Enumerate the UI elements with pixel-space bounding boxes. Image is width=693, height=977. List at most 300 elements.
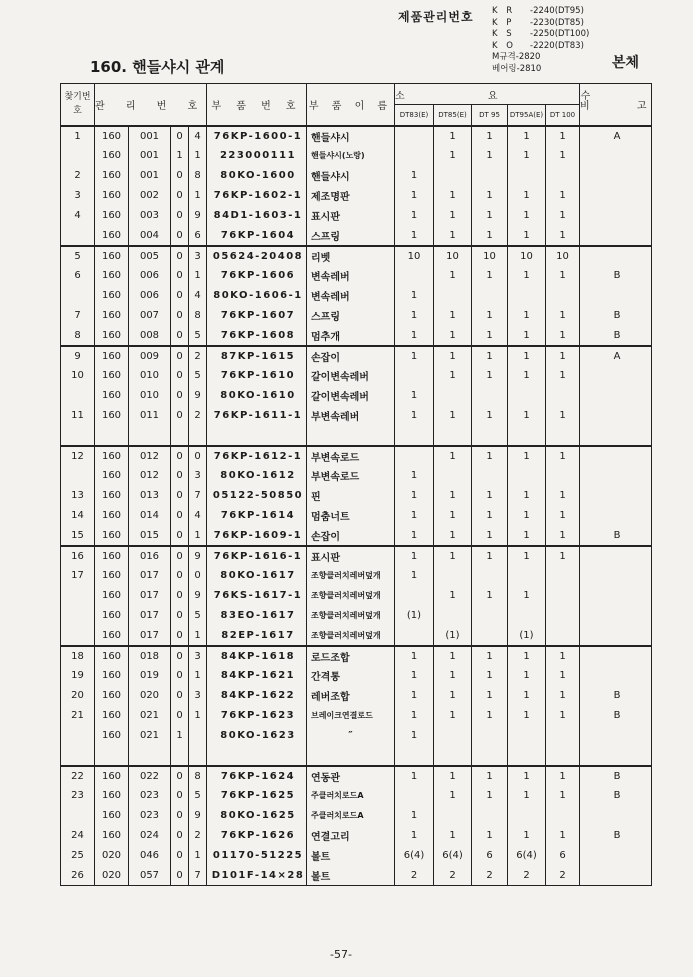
part-name-cell: 변속레버 bbox=[307, 266, 395, 286]
remark-cell bbox=[580, 166, 652, 186]
find-number-cell: 10 bbox=[61, 366, 95, 386]
mgmt-prefix-cell: 160 bbox=[95, 646, 129, 666]
part-name-cell: 조향클러치레버덮개 bbox=[307, 606, 395, 626]
mgmt-prefix-cell: 160 bbox=[95, 246, 129, 266]
qty-dt100-cell bbox=[546, 426, 580, 446]
qty-dt95ae-cell: 1 bbox=[508, 126, 546, 146]
mgmt-check-cell: 1 bbox=[189, 526, 207, 546]
mgmt-check-cell: 0 bbox=[189, 446, 207, 466]
table-row bbox=[61, 406, 652, 426]
spacer-row bbox=[61, 426, 652, 446]
find-number-cell: 6 bbox=[61, 266, 95, 286]
table-row bbox=[61, 346, 652, 366]
remark-cell bbox=[580, 226, 652, 246]
remark-cell bbox=[580, 626, 652, 646]
qty-dt95ae-cell: 1 bbox=[508, 646, 546, 666]
part-name-cell: 부변속레버 bbox=[307, 406, 395, 426]
remark-cell: B bbox=[580, 526, 652, 546]
table-row bbox=[61, 506, 652, 526]
table-row bbox=[61, 646, 652, 666]
part-number-cell: 76KP-1606 bbox=[207, 266, 307, 286]
part-number-cell: 223000111 bbox=[207, 146, 307, 166]
qty-dt95-cell: 1 bbox=[472, 406, 508, 426]
mgmt-sub-cell: 0 bbox=[171, 686, 189, 706]
qty-dt100-cell bbox=[546, 806, 580, 826]
qty-dt100-cell bbox=[546, 626, 580, 646]
qty-dt95ae-cell: 1 bbox=[508, 546, 546, 566]
mgmt-number-cell: 017 bbox=[129, 566, 171, 586]
mgmt-check-cell: 0 bbox=[189, 566, 207, 586]
part-number-cell: 76KP-1600-1 bbox=[207, 126, 307, 146]
find-number-cell: 3 bbox=[61, 186, 95, 206]
qty-dt95ae-cell: 1 bbox=[508, 586, 546, 606]
qty-dt95ae-cell: 1 bbox=[508, 226, 546, 246]
qty-dt100-cell: 1 bbox=[546, 446, 580, 466]
mgmt-sub-cell: 0 bbox=[171, 226, 189, 246]
remark-cell: B bbox=[580, 306, 652, 326]
find-number-cell: 26 bbox=[61, 866, 95, 886]
mgmt-check-cell: 1 bbox=[189, 706, 207, 726]
mgmt-check-cell: 3 bbox=[189, 466, 207, 486]
qty-dt95-cell bbox=[472, 466, 508, 486]
mgmt-sub-cell bbox=[171, 746, 189, 766]
part-number-cell: 76KP-1608 bbox=[207, 326, 307, 346]
remark-cell: B bbox=[580, 786, 652, 806]
mgmt-check-cell: 5 bbox=[189, 786, 207, 806]
qty-dt95ae-cell bbox=[508, 606, 546, 626]
part-number-cell: 84KP-1621 bbox=[207, 666, 307, 686]
part-name-cell: 간격통 bbox=[307, 666, 395, 686]
mgmt-prefix-cell: 160 bbox=[95, 546, 129, 566]
qty-dt83e-cell bbox=[395, 446, 434, 466]
qty-dt95-cell: 1 bbox=[472, 486, 508, 506]
mgmt-number-cell: 002 bbox=[129, 186, 171, 206]
qty-dt95-cell: 1 bbox=[472, 366, 508, 386]
part-number-cell: 01170-51225 bbox=[207, 846, 307, 866]
qty-dt95-cell bbox=[472, 626, 508, 646]
mgmt-check-cell: 7 bbox=[189, 866, 207, 886]
qty-dt85e-cell: 1 bbox=[434, 486, 472, 506]
qty-dt85e-cell bbox=[434, 426, 472, 446]
qty-dt100-cell: 1 bbox=[546, 786, 580, 806]
mgmt-number-cell: 024 bbox=[129, 826, 171, 846]
qty-dt95ae-cell: 1 bbox=[508, 186, 546, 206]
find-number-cell bbox=[61, 386, 95, 406]
qty-dt100-cell: 1 bbox=[546, 826, 580, 846]
mgmt-number-cell: 003 bbox=[129, 206, 171, 226]
qty-dt95-cell bbox=[472, 746, 508, 766]
qty-dt95-cell: 1 bbox=[472, 306, 508, 326]
mgmt-check-cell: 1 bbox=[189, 186, 207, 206]
remark-cell bbox=[580, 566, 652, 586]
qty-dt95-cell: 1 bbox=[472, 266, 508, 286]
part-name-cell: 핸들샤시(노랑) bbox=[307, 146, 395, 166]
qty-dt83e-cell: (1) bbox=[395, 606, 434, 626]
find-number-cell: 9 bbox=[61, 346, 95, 366]
qty-dt83e-cell: 1 bbox=[395, 566, 434, 586]
mgmt-check-cell: 9 bbox=[189, 206, 207, 226]
part-number-cell: 80KO-1617 bbox=[207, 566, 307, 586]
mgmt-number-cell: 009 bbox=[129, 346, 171, 366]
mgmt-check-cell: 2 bbox=[189, 826, 207, 846]
mgmt-number-cell: 020 bbox=[129, 686, 171, 706]
bearing-code: 베어링-2810 bbox=[492, 63, 542, 74]
qty-dt83e-cell bbox=[395, 146, 434, 166]
qty-dt100-cell bbox=[546, 726, 580, 746]
remark-cell: B bbox=[580, 706, 652, 726]
remark-cell bbox=[580, 366, 652, 386]
mgmt-number-cell: 007 bbox=[129, 306, 171, 326]
part-name-cell: 갈이변속레버 bbox=[307, 366, 395, 386]
mgmt-prefix-cell: 160 bbox=[95, 466, 129, 486]
mgmt-prefix-cell: 020 bbox=[95, 866, 129, 886]
part-number-cell: 80KO-1625 bbox=[207, 806, 307, 826]
remark-cell bbox=[580, 646, 652, 666]
mgmt-number-cell: 006 bbox=[129, 266, 171, 286]
qty-col-dt85e: DT85(E) bbox=[434, 105, 472, 126]
qty-dt85e-cell: 1 bbox=[434, 586, 472, 606]
mgmt-prefix-cell: 160 bbox=[95, 226, 129, 246]
mgmt-check-cell: 2 bbox=[189, 346, 207, 366]
qty-dt85e-cell: 1 bbox=[434, 406, 472, 426]
mgmt-number-cell: 057 bbox=[129, 866, 171, 886]
qty-dt83e-cell: 1 bbox=[395, 826, 434, 846]
qty-dt85e-cell: 1 bbox=[434, 206, 472, 226]
table-row bbox=[61, 686, 652, 706]
part-name-cell: 연결고리 bbox=[307, 826, 395, 846]
qty-dt95-cell: 1 bbox=[472, 686, 508, 706]
qty-dt100-cell bbox=[546, 166, 580, 186]
find-number-cell: 23 bbox=[61, 786, 95, 806]
part-name-cell: 연동관 bbox=[307, 766, 395, 786]
mgmt-sub-cell: 0 bbox=[171, 166, 189, 186]
qty-dt83e-cell bbox=[395, 126, 434, 146]
part-number-cell: 76KP-1607 bbox=[207, 306, 307, 326]
table-row bbox=[61, 546, 652, 566]
part-number-cell: 76KP-1623 bbox=[207, 706, 307, 726]
qty-dt85e-cell: 1 bbox=[434, 546, 472, 566]
mgmt-sub-cell: 0 bbox=[171, 406, 189, 426]
mgmt-prefix-cell: 160 bbox=[95, 786, 129, 806]
remark-cell bbox=[580, 386, 652, 406]
part-number-cell: 76KP-1602-1 bbox=[207, 186, 307, 206]
qty-dt83e-cell: 1 bbox=[395, 646, 434, 666]
mgmt-check-cell: 5 bbox=[189, 606, 207, 626]
spacer-row bbox=[61, 746, 652, 766]
qty-dt83e-cell: 1 bbox=[395, 406, 434, 426]
qty-dt83e-cell: 1 bbox=[395, 226, 434, 246]
mgmt-prefix-cell bbox=[95, 426, 129, 446]
qty-dt100-cell: 1 bbox=[546, 486, 580, 506]
part-name-cell: 핸들샤시 bbox=[307, 166, 395, 186]
qty-dt95ae-cell: 1 bbox=[508, 366, 546, 386]
remark-cell bbox=[580, 746, 652, 766]
part-number-cell: 76KP-1625 bbox=[207, 786, 307, 806]
qty-dt85e-cell: 1 bbox=[434, 446, 472, 466]
qty-dt100-cell: 1 bbox=[546, 226, 580, 246]
remark-cell bbox=[580, 606, 652, 626]
remark-cell bbox=[580, 426, 652, 446]
qty-dt85e-cell: 1 bbox=[434, 146, 472, 166]
mgmt-number-cell: 023 bbox=[129, 786, 171, 806]
mgmt-number-cell: 023 bbox=[129, 806, 171, 826]
table-row bbox=[61, 846, 652, 866]
qty-dt83e-cell: 1 bbox=[395, 386, 434, 406]
qty-dt100-cell bbox=[546, 746, 580, 766]
part-number-cell: 83EO-1617 bbox=[207, 606, 307, 626]
qty-dt95ae-cell: 2 bbox=[508, 866, 546, 886]
find-number-cell: 2 bbox=[61, 166, 95, 186]
find-number-cell bbox=[61, 606, 95, 626]
qty-dt95-cell: 1 bbox=[472, 506, 508, 526]
table-row bbox=[61, 586, 652, 606]
mgmt-check-cell: 4 bbox=[189, 126, 207, 146]
mgmt-prefix-cell: 160 bbox=[95, 666, 129, 686]
mgmt-prefix-cell: 160 bbox=[95, 266, 129, 286]
qty-dt83e-cell: 1 bbox=[395, 286, 434, 306]
qty-dt100-cell: 1 bbox=[546, 306, 580, 326]
find-number-cell: 11 bbox=[61, 406, 95, 426]
qty-dt85e-cell bbox=[434, 286, 472, 306]
mgmt-number-cell: 013 bbox=[129, 486, 171, 506]
model-code-row: K S -2250(DT100) bbox=[492, 29, 590, 39]
find-number-cell bbox=[61, 226, 95, 246]
table-row bbox=[61, 146, 652, 166]
mgmt-check-cell: 5 bbox=[189, 326, 207, 346]
part-name-cell bbox=[307, 426, 395, 446]
qty-dt95-cell: 1 bbox=[472, 226, 508, 246]
find-number-cell bbox=[61, 626, 95, 646]
table-row bbox=[61, 226, 652, 246]
mgmt-prefix-cell: 160 bbox=[95, 726, 129, 746]
mgmt-check-cell: 2 bbox=[189, 406, 207, 426]
part-name-cell: 스프링 bbox=[307, 226, 395, 246]
mgmt-number-cell: 011 bbox=[129, 406, 171, 426]
mgmt-number-cell: 001 bbox=[129, 166, 171, 186]
mgmt-prefix-cell: 160 bbox=[95, 626, 129, 646]
qty-dt83e-cell: 1 bbox=[395, 486, 434, 506]
qty-dt95ae-cell: 1 bbox=[508, 266, 546, 286]
find-number-cell: 16 bbox=[61, 546, 95, 566]
part-name-cell: 표시판 bbox=[307, 206, 395, 226]
mgmt-sub-cell: 0 bbox=[171, 826, 189, 846]
mgmt-sub-cell: 0 bbox=[171, 586, 189, 606]
mgmt-sub-cell: 0 bbox=[171, 866, 189, 886]
qty-dt95ae-cell: 1 bbox=[508, 706, 546, 726]
qty-dt95-cell: 1 bbox=[472, 146, 508, 166]
mgmt-check-cell: 7 bbox=[189, 486, 207, 506]
mgmt-check-cell: 3 bbox=[189, 646, 207, 666]
part-name-cell: 멈춤너트 bbox=[307, 506, 395, 526]
qty-dt95ae-cell: 10 bbox=[508, 246, 546, 266]
qty-dt100-cell bbox=[546, 606, 580, 626]
find-number-cell bbox=[61, 466, 95, 486]
mgmt-sub-cell bbox=[171, 426, 189, 446]
mgmt-check-cell bbox=[189, 726, 207, 746]
remark-cell: A bbox=[580, 126, 652, 146]
find-number-cell: 20 bbox=[61, 686, 95, 706]
part-number-cell: 76KP-1611-1 bbox=[207, 406, 307, 426]
find-number-cell: 5 bbox=[61, 246, 95, 266]
qty-dt95ae-cell: 1 bbox=[508, 346, 546, 366]
qty-dt100-cell bbox=[546, 466, 580, 486]
quantity-header: 소 요 수 bbox=[395, 84, 580, 105]
table-row bbox=[61, 826, 652, 846]
part-name-cell: 표시판 bbox=[307, 546, 395, 566]
qty-dt85e-cell: 1 bbox=[434, 506, 472, 526]
find-number-cell bbox=[61, 746, 95, 766]
qty-dt83e-cell: 1 bbox=[395, 546, 434, 566]
qty-dt95ae-cell: (1) bbox=[508, 626, 546, 646]
qty-dt100-cell: 1 bbox=[546, 266, 580, 286]
part-name-cell bbox=[307, 746, 395, 766]
qty-dt95-cell: 1 bbox=[472, 586, 508, 606]
remark-cell bbox=[580, 446, 652, 466]
find-number-cell: 25 bbox=[61, 846, 95, 866]
table-row bbox=[61, 326, 652, 346]
find-number-cell: 15 bbox=[61, 526, 95, 546]
remark-cell: B bbox=[580, 826, 652, 846]
remarks-header: 비 고 bbox=[580, 84, 652, 126]
qty-dt85e-cell: (1) bbox=[434, 626, 472, 646]
qty-dt85e-cell bbox=[434, 746, 472, 766]
mgmt-number-cell: 022 bbox=[129, 766, 171, 786]
mgmt-sub-cell: 0 bbox=[171, 606, 189, 626]
mgmt-check-cell: 1 bbox=[189, 846, 207, 866]
qty-dt83e-cell: 1 bbox=[395, 766, 434, 786]
mgmt-number-cell: 021 bbox=[129, 726, 171, 746]
qty-dt95ae-cell bbox=[508, 566, 546, 586]
part-name-cell: 브레이크연결로드 bbox=[307, 706, 395, 726]
qty-dt95ae-cell: 1 bbox=[508, 326, 546, 346]
qty-dt83e-cell: 1 bbox=[395, 706, 434, 726]
qty-dt85e-cell: 1 bbox=[434, 126, 472, 146]
qty-dt95-cell: 1 bbox=[472, 786, 508, 806]
mgmt-sub-cell: 0 bbox=[171, 646, 189, 666]
mgmt-prefix-cell: 160 bbox=[95, 386, 129, 406]
remark-cell: B bbox=[580, 266, 652, 286]
qty-dt85e-cell: 1 bbox=[434, 686, 472, 706]
part-number-cell: 80KO-1600 bbox=[207, 166, 307, 186]
qty-dt85e-cell: 1 bbox=[434, 706, 472, 726]
qty-dt85e-cell: 1 bbox=[434, 526, 472, 546]
qty-dt100-cell: 10 bbox=[546, 246, 580, 266]
part-name-cell: 조향클러치레버덮개 bbox=[307, 626, 395, 646]
part-number-cell: 87KP-1615 bbox=[207, 346, 307, 366]
qty-dt83e-cell: 1 bbox=[395, 326, 434, 346]
mgmt-prefix-cell: 160 bbox=[95, 186, 129, 206]
mgmt-number-cell: 004 bbox=[129, 226, 171, 246]
qty-dt95-cell: 1 bbox=[472, 826, 508, 846]
mgmt-sub-cell: 0 bbox=[171, 306, 189, 326]
mgmt-prefix-cell: 160 bbox=[95, 446, 129, 466]
mgmt-number-cell: 017 bbox=[129, 626, 171, 646]
mgmt-prefix-cell: 160 bbox=[95, 566, 129, 586]
qty-dt95-cell: 1 bbox=[472, 126, 508, 146]
table-row bbox=[61, 726, 652, 746]
qty-dt85e-cell bbox=[434, 726, 472, 746]
mgmt-prefix-cell: 160 bbox=[95, 706, 129, 726]
part-number-cell: 84KP-1622 bbox=[207, 686, 307, 706]
mgmt-prefix-cell: 160 bbox=[95, 766, 129, 786]
mgmt-sub-cell: 0 bbox=[171, 806, 189, 826]
qty-dt95-cell bbox=[472, 426, 508, 446]
find-number-cell: 8 bbox=[61, 326, 95, 346]
part-name-header: 부 품 이 름 bbox=[307, 84, 395, 126]
qty-dt100-cell bbox=[546, 386, 580, 406]
mgmt-sub-cell: 0 bbox=[171, 126, 189, 146]
mgmt-number-cell: 014 bbox=[129, 506, 171, 526]
qty-dt83e-cell: 1 bbox=[395, 206, 434, 226]
part-name-cell: 조향클러치레버덮개 bbox=[307, 566, 395, 586]
model-code-row: K R -2240(DT95) bbox=[492, 6, 584, 16]
qty-dt83e-cell: 1 bbox=[395, 346, 434, 366]
qty-dt85e-cell: 1 bbox=[434, 786, 472, 806]
qty-dt95ae-cell bbox=[508, 386, 546, 406]
remark-cell bbox=[580, 206, 652, 226]
mgmt-prefix-cell: 160 bbox=[95, 606, 129, 626]
table-row bbox=[61, 186, 652, 206]
remark-cell: B bbox=[580, 686, 652, 706]
table-row bbox=[61, 626, 652, 646]
find-number-cell: 14 bbox=[61, 506, 95, 526]
table-row bbox=[61, 766, 652, 786]
qty-dt95ae-cell: 1 bbox=[508, 686, 546, 706]
table-row bbox=[61, 526, 652, 546]
remark-cell bbox=[580, 186, 652, 206]
part-number-cell: 76KP-1616-1 bbox=[207, 546, 307, 566]
table-row bbox=[61, 786, 652, 806]
remark-cell: A bbox=[580, 346, 652, 366]
model-code-row: K P -2230(DT85) bbox=[492, 17, 584, 28]
qty-dt95-cell: 1 bbox=[472, 706, 508, 726]
mgmt-sub-cell: 1 bbox=[171, 146, 189, 166]
part-number-cell: 76KS-1617-1 bbox=[207, 586, 307, 606]
remark-cell bbox=[580, 486, 652, 506]
mgmt-check-cell: 1 bbox=[189, 666, 207, 686]
qty-dt100-cell: 2 bbox=[546, 866, 580, 886]
mgmt-sub-cell: 0 bbox=[171, 766, 189, 786]
mgmt-prefix-cell: 160 bbox=[95, 506, 129, 526]
part-name-cell: 조향클러치레버덮개 bbox=[307, 586, 395, 606]
table-row bbox=[61, 446, 652, 466]
mgmt-number-cell: 021 bbox=[129, 706, 171, 726]
qty-dt83e-cell: 2 bbox=[395, 866, 434, 886]
part-number-cell bbox=[207, 746, 307, 766]
remark-cell: B bbox=[580, 326, 652, 346]
qty-dt100-cell: 1 bbox=[546, 526, 580, 546]
part-number-cell: 82EP-1617 bbox=[207, 626, 307, 646]
remark-cell bbox=[580, 806, 652, 826]
qty-dt100-cell bbox=[546, 566, 580, 586]
mgmt-sub-cell: 1 bbox=[171, 726, 189, 746]
mgmt-sub-cell: 0 bbox=[171, 506, 189, 526]
qty-dt100-cell: 1 bbox=[546, 186, 580, 206]
mgmt-sub-cell: 0 bbox=[171, 526, 189, 546]
qty-dt100-cell: 1 bbox=[546, 766, 580, 786]
mgmt-sub-cell: 0 bbox=[171, 266, 189, 286]
mgmt-sub-cell: 0 bbox=[171, 626, 189, 646]
part-name-cell: 손잡이 bbox=[307, 346, 395, 366]
mgmt-prefix-cell: 020 bbox=[95, 846, 129, 866]
qty-dt95ae-cell bbox=[508, 286, 546, 306]
mgmt-check-cell bbox=[189, 426, 207, 446]
find-number-cell: 21 bbox=[61, 706, 95, 726]
qty-dt85e-cell: 1 bbox=[434, 346, 472, 366]
qty-dt95-cell bbox=[472, 166, 508, 186]
qty-dt83e-cell: 1 bbox=[395, 666, 434, 686]
qty-dt95-cell bbox=[472, 606, 508, 626]
